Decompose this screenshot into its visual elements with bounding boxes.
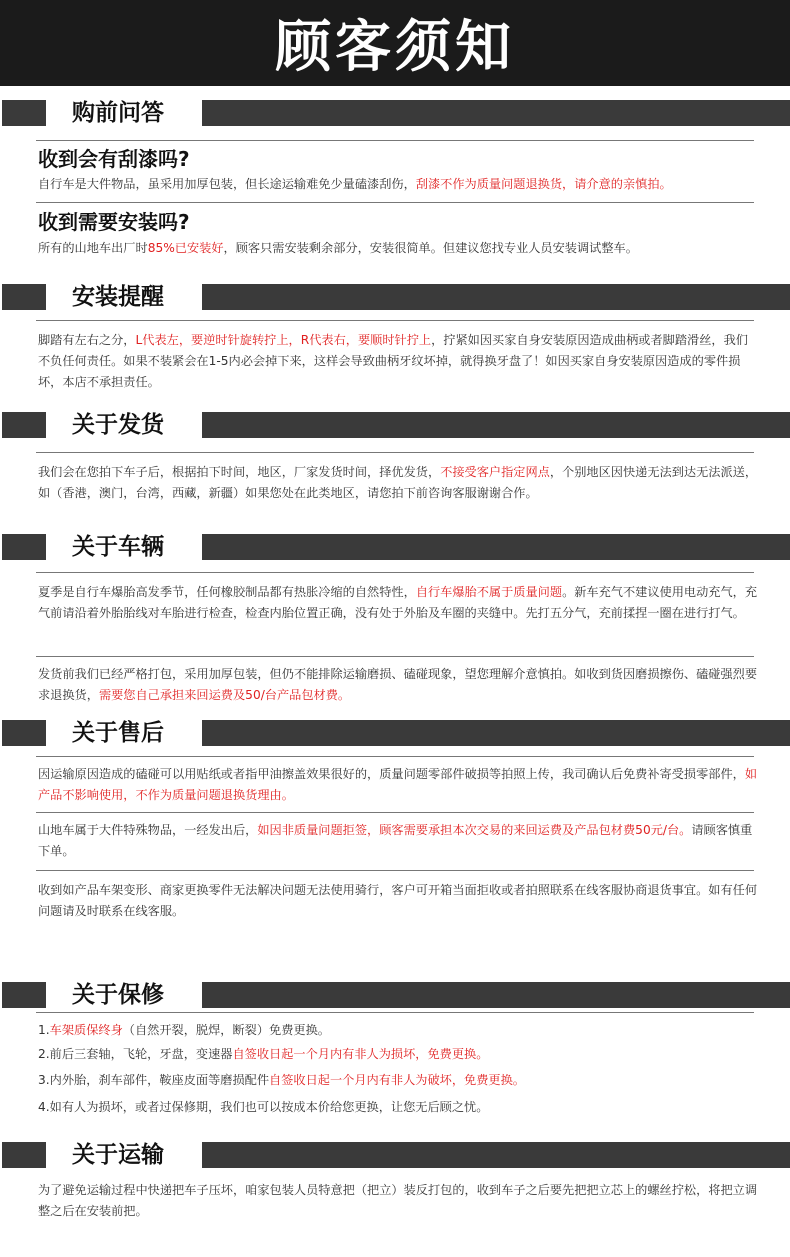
answer-text: ，顾客只需安装剩余部分，安装很简单。但建议您找专业人员安装调试整车。 — [223, 241, 638, 255]
highlight: 如产品不影响使用，不作为质量问题退换货理由。 — [38, 767, 758, 802]
header-left-bar — [2, 982, 46, 1008]
warranty-item-1 — [38, 1020, 758, 1041]
header-right-bar — [202, 412, 790, 438]
highlight: 需要您自己承担来回运费及50/台产品包材费。 — [98, 688, 351, 702]
highlight: 车架质保终身 — [49, 1023, 123, 1037]
text: ，拧紧如因买家自身安装原因造成曲柄或者脚踏滑丝，我们不负任何责任。如果不装紧会在1-5内必会掉下来，这样会导致曲柄牙纹坏掉，就得换牙盘了！如因买家自身安装原因造成的零件损坏，本店不承担责任。 — [38, 333, 748, 389]
divider — [36, 1012, 754, 1013]
aftersale-paragraph-1 — [38, 764, 758, 806]
text: （自然开裂，脱焊，断裂）免费更换。 — [122, 1023, 330, 1037]
divider — [36, 202, 754, 203]
divider — [36, 656, 754, 657]
header-left-bar — [2, 412, 46, 438]
section-header-prepurchase — [0, 100, 790, 126]
divider — [36, 756, 754, 757]
divider — [36, 140, 754, 141]
aftersale-paragraph-3: 收到如产品车架变形、商家更换零件无法解决问题无法使用骑行，客户可开箱当面拒收或者拍照联系在线客服协商退货事宜。如有任何问题请及时联系在线客服。 — [38, 883, 758, 918]
header-left-bar — [2, 284, 46, 310]
answer-text: 所有的山地车出厂时 — [38, 241, 148, 255]
section-title: 关于发货 — [72, 412, 164, 438]
question-install: 收到需要安装吗? — [38, 210, 190, 234]
text: ，个别地区因快递无法到达无法派送，如（香港，澳门，台湾，西藏，新疆）如果您处在此类地区，请您拍下前咨询客服谢谢合作。 — [38, 465, 758, 500]
section-title: 购前问答 — [72, 100, 164, 126]
header-right-bar — [202, 284, 790, 310]
divider — [36, 320, 754, 321]
highlight: 自签收日起一个月内有非人为损坏，免费更换。 — [232, 1047, 489, 1061]
answer-highlight: 刮漆不作为质量问题退换货，请介意的亲慎拍。 — [415, 177, 672, 191]
vehicle-paragraph-2 — [38, 664, 758, 706]
answer-scratch — [38, 174, 768, 195]
header-left-bar — [2, 720, 46, 746]
text: 夏季是自行车爆胎高发季节，任何橡胶制品都有热胀冷缩的自然特性， — [38, 585, 416, 599]
warranty-item-4: 4.如有人为损坏，或者过保修期，我们也可以按成本价给您更换，让您无后顾之忧。 — [38, 1100, 489, 1114]
answer-highlight: 85%已安装好 — [147, 241, 224, 255]
answer-text: 自行车是大件物品，虽采用加厚包装，但长途运输难免少量磕漆刮伤， — [38, 177, 416, 191]
section-header-aftersale — [0, 720, 790, 746]
shipping-paragraph — [38, 462, 758, 504]
divider — [36, 452, 754, 453]
text: 我们会在您拍下车子后，根据拍下时间，地区，厂家发货时间，择优发货， — [38, 465, 441, 479]
section-header-vehicle — [0, 534, 790, 560]
header-right-bar — [202, 982, 790, 1008]
text: 山地车属于大件特殊物品，一经发出后， — [38, 823, 258, 837]
header-left-bar — [2, 534, 46, 560]
header-right-bar — [202, 720, 790, 746]
section-title: 关于售后 — [72, 720, 164, 746]
text: 请顾客慎重下单。 — [38, 823, 753, 858]
header-right-bar — [202, 1142, 790, 1168]
text: 3.内外胎，刹车部件，鞍座皮面等磨损配件 — [38, 1073, 270, 1087]
vehicle-paragraph-1 — [38, 582, 758, 624]
text: 。新车充气不建议使用电动充气，充气前请沿着外胎胎线对车胎进行检查，检查内胎位置正确，没有处于外胎及车圈的夹缝中。先打五分气，充前揉捏一圈在进行打气。 — [38, 585, 758, 620]
header-right-bar — [202, 100, 790, 126]
section-header-install — [0, 284, 790, 310]
header-right-bar — [202, 534, 790, 560]
section-header-shipping — [0, 412, 790, 438]
text: 发货前我们已经严格打包，采用加厚包装，但仍不能排除运输磨损、磕碰现象，望您理解介意慎拍。如收到货因磨损擦伤、磕碰强烈要求退换货， — [38, 667, 758, 702]
section-header-warranty — [0, 982, 790, 1008]
section-header-transport — [0, 1142, 790, 1168]
highlight: 自签收日起一个月内有非人为破坏，免费更换。 — [269, 1073, 525, 1087]
warranty-item-3 — [38, 1070, 758, 1091]
section-title: 关于车辆 — [72, 534, 164, 560]
warranty-item-2 — [38, 1044, 758, 1065]
header-left-bar — [2, 1142, 46, 1168]
section-title: 安装提醒 — [72, 284, 164, 310]
divider — [36, 812, 754, 813]
header-left-bar — [2, 100, 46, 126]
text: 脚踏有左右之分， — [38, 333, 136, 347]
highlight: L代表左，要逆时针旋转拧上，R代表右，要顺时针拧上 — [135, 333, 432, 347]
highlight: 如因非质量问题拒签，顾客需要承担本次交易的来回运费及产品包材费50元/台。 — [257, 823, 692, 837]
divider — [36, 572, 754, 573]
answer-install — [38, 238, 758, 259]
question-scratch: 收到会有刮漆吗? — [38, 147, 190, 171]
divider — [36, 870, 754, 871]
highlight: 不接受客户指定网点 — [440, 465, 550, 479]
transport-paragraph: 为了避免运输过程中快递把车子压坏，咱家包装人员特意把（把立）装反打包的，收到车子之后要先把把立芯上的螺丝拧松，将把立调整之后在安装前把。 — [38, 1183, 758, 1218]
section-title: 关于运输 — [72, 1142, 164, 1168]
section-title: 关于保修 — [72, 982, 164, 1008]
highlight: 自行车爆胎不属于质量问题 — [415, 585, 563, 599]
aftersale-paragraph-2 — [38, 820, 758, 862]
text: 1. — [38, 1023, 50, 1037]
text: 2.前后三套轴，飞轮，牙盘，变速器 — [38, 1047, 233, 1061]
page-banner — [0, 0, 790, 86]
page-title: 顾客须知 — [275, 15, 515, 80]
text: 因运输原因造成的磕碰可以用贴纸或者指甲油擦盖效果很好的，质量问题零部件破损等拍照上传，我司确认后免费补寄受损零部件， — [38, 767, 745, 781]
install-paragraph — [38, 330, 758, 393]
